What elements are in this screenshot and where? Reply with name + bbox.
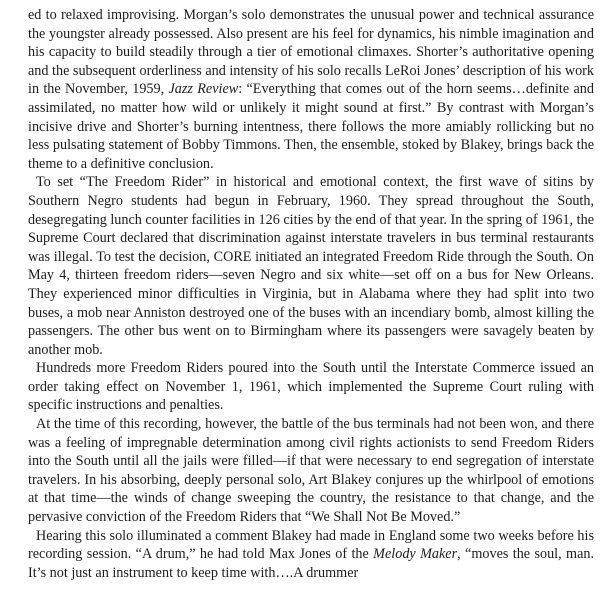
paragraph-text: , “moves the soul, man. It’s not just an instrument to keep time with….A drummer [28, 546, 595, 581]
paragraph-interstate-commerce [28, 359, 594, 415]
paragraph-freedom-rider-context [28, 173, 594, 359]
paragraph-text: Hearing this solo illuminated a comment Blakey had made in England some two weeks before his recording session. “A drum,” he had told Max Jones of the [28, 527, 594, 563]
paragraph-text: To set “The Freedom Rider” in historical and emotional context, the first wave of sitins by Southern Negro students had begun in February, 1960. They spread throughout the South, desegregating lunch counter facilities in 126 cities by the end of that year. In the spring of 1961, the Supreme Court declared that discrimination against interstate travelers in bus terminal restaurants was illegal. To test the decision, CORE initiated an integrated Freedom Ride through the South. On May 4, thirteen freedom riders—seven Negro and six white—set off on a bus for New Orleans. They experienced minor difficulties in Virginia, but in Alabama where they had split into two buses, a mob near Anniston destroyed one of the buses with an incendiary bomb, almost killing the passengers. The other bus went on to Birmingham where its passengers were savagely beaten by another mob. [28, 174, 594, 358]
paragraph-text: ed to relaxed improvising. Morgan’s solo demonstrates the unusual power and technical assurance the youngster already possessed. Also present are his feel for dynamics, his nimble imagination and his capacity to build steadily through a tier of emotional climaxes. Shorter’s authoritative opening and the subsequent orderliness and intensity of his solo recalls LeRoi Jones’ description of his work in the November, 1959, [28, 7, 594, 98]
paragraph-bus-terminals [28, 415, 594, 527]
paragraph-text: : “Everything that comes out of the horn seems…definite and assimilated, no matter how wild or unlikely it might sound at first.” By contrast with Morgan’s incisive drive and Shorter’s burning intentness, there follows the more amiably rollicking but no less pulsating statement of Bobby Timmons. Then, the ensemble, stoked by Blakey, brings back the theme to a definitive conclusion. [28, 81, 594, 172]
paragraph-blakey-comment [28, 527, 594, 583]
publication-title: Jazz Review [168, 81, 239, 98]
paragraph-text: Hundreds more Freedom Riders poured into the South until the Interstate Commerce issued an order taking effect on November 1, 1961, which implemented the Supreme Court ruling with specific instructions and penalties. [28, 360, 594, 414]
paragraph-text: At the time of this recording, however, the battle of the bus terminals had not been won, and there was a feeling of impregnable determination among civil rights actionists to send Freedom Riders into the South until all the jails were filled—if that were necessary to end segregation of interstate travelers. In his absorbing, deeply personal solo, Art Blakey conjures up the whirlpool of emotions at that time—the winds of change sweeping the country, the resistance to that change, and the pervasive conviction of the Freedom Riders that “We Shall Not Be Moved.” [28, 416, 594, 526]
publication-title: Melody Maker [373, 546, 458, 563]
paragraph-morgan-solo [28, 6, 594, 173]
document-page [28, 6, 594, 582]
